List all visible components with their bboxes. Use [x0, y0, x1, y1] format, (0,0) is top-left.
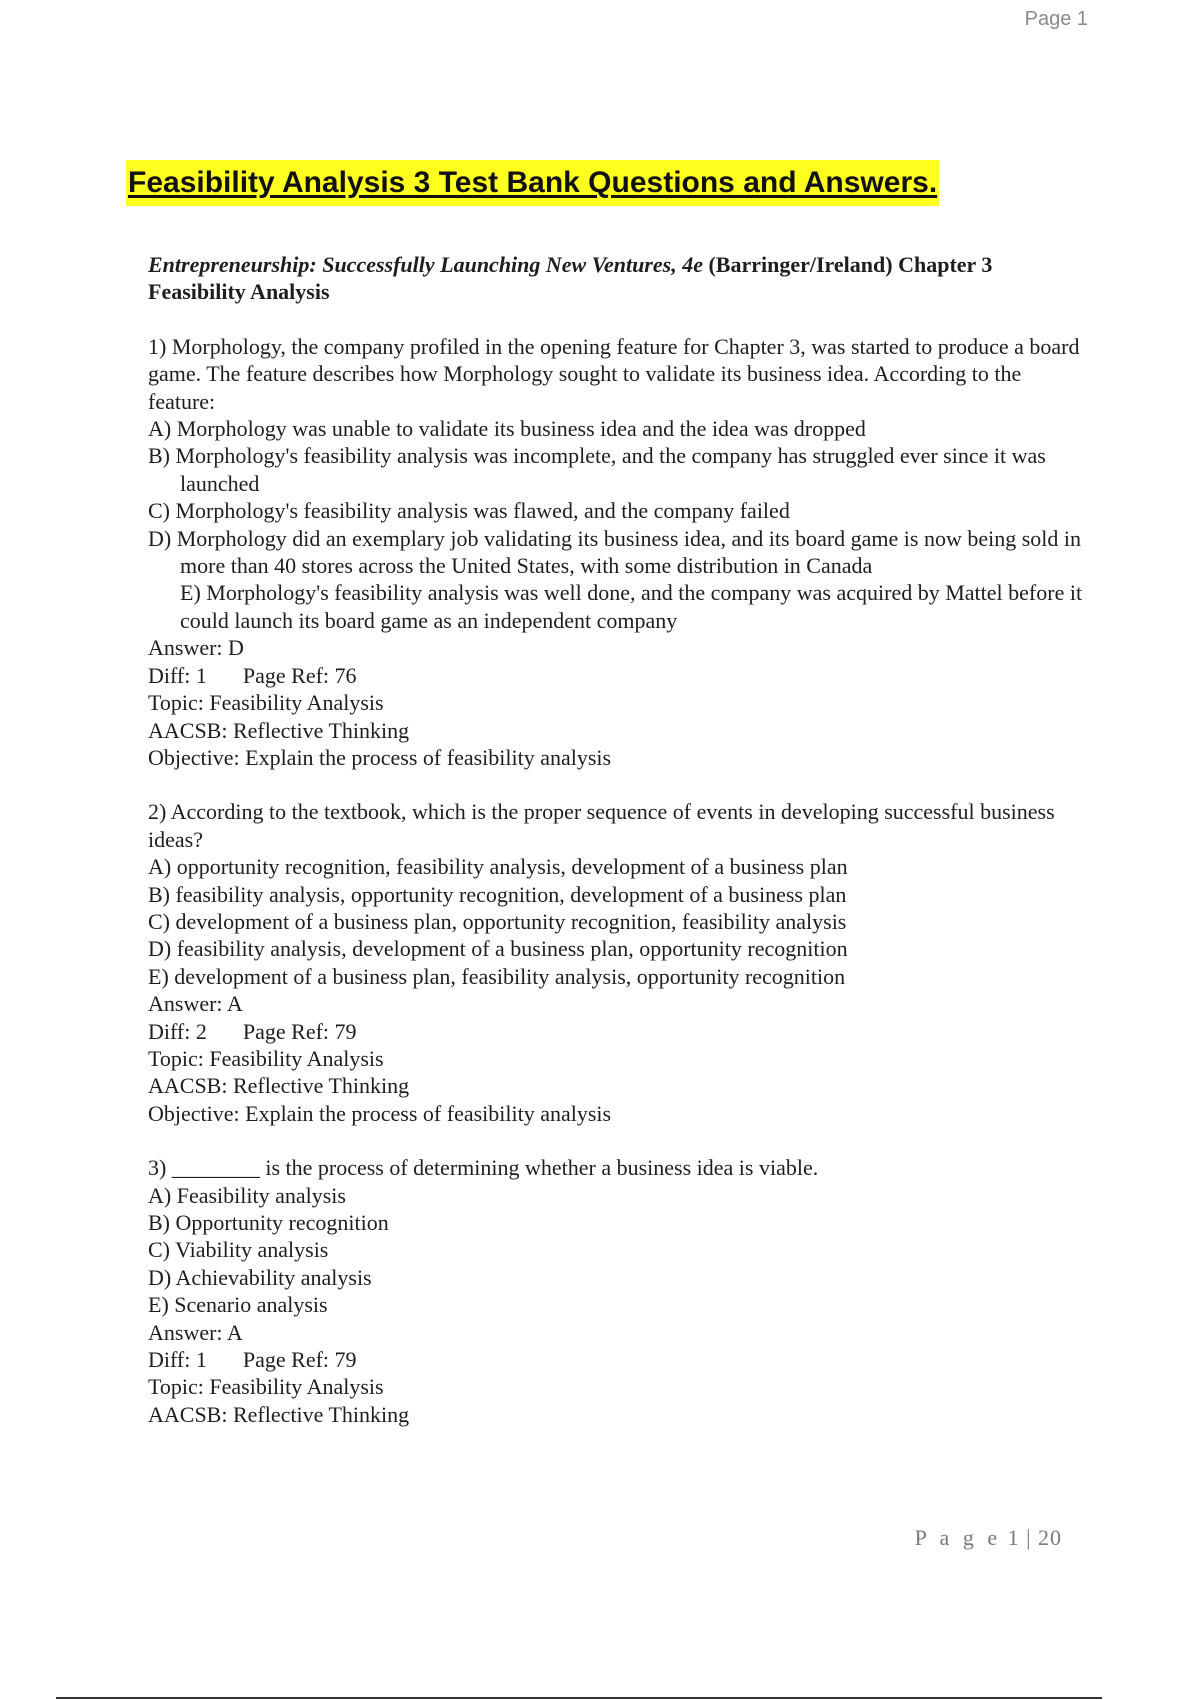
- aacsb-line: AACSB: Reflective Thinking: [148, 1401, 410, 1427]
- option-a: A) opportunity recognition, feasibility analysis, development of a business plan: [148, 854, 848, 880]
- topic-line: Topic: Feasibility Analysis: [148, 1374, 384, 1400]
- option-e: E) Scenario analysis: [148, 1292, 328, 1318]
- option-e: E) development of a business plan, feasibility analysis, opportunity recognition: [148, 963, 846, 989]
- option-d: D) Morphology did an exemplary job validating its business idea, and its board game is now being sold in more than 40 stores across the United States, with some distribution in Canada: [148, 525, 1082, 579]
- footer-page-label: P a g e: [914, 1525, 1002, 1550]
- aacsb-line: AACSB: Reflective Thinking: [148, 1073, 410, 1099]
- document-title: Feasibility Analysis 3 Test Bank Questions and Answers.: [126, 160, 939, 206]
- topic-line: Topic: Feasibility Analysis: [148, 690, 384, 716]
- difficulty: Diff: 1: [148, 662, 207, 688]
- bottom-divider: [56, 1697, 1102, 1699]
- option-c: C) development of a business plan, opportunity recognition, feasibility analysis: [148, 908, 847, 934]
- title-container: [126, 160, 939, 206]
- question-stem: 1) Morphology, the company profiled in the opening feature for Chapter 3, was started to produce a board game. The feature describes how Morphology sought to validate its business idea. According to the feature:: [148, 333, 1080, 414]
- option-c: C) Morphology's feasibility analysis was flawed, and the company failed: [148, 498, 790, 524]
- option-b: B) Opportunity recognition: [148, 1210, 389, 1235]
- option-b: B) feasibility analysis, opportunity recognition, development of a business plan: [148, 881, 847, 907]
- topic-line: Topic: Feasibility Analysis: [148, 1045, 384, 1071]
- question-stem: 2) According to the textbook, which is the proper sequence of events in developing successful business ideas?: [148, 799, 1055, 852]
- page-footer: [915, 1525, 1062, 1551]
- question-stem: 3) ________ is the process of determining whether a business idea is viable.: [148, 1155, 819, 1181]
- source-details: (Barringer/Ireland) Chapter 3 Feasibility Analysis: [148, 252, 993, 305]
- answer-line: Answer: D: [148, 635, 244, 661]
- option-b: B) Morphology's feasibility analysis was incomplete, and the company has struggled ever since it was launched: [148, 443, 1046, 496]
- page-header-label: Page 1: [1024, 8, 1088, 30]
- objective-line: Objective: Explain the process of feasibility analysis: [148, 1100, 612, 1126]
- page-ref: Page Ref: 79: [242, 1347, 357, 1373]
- difficulty: Diff: 2: [148, 1018, 207, 1044]
- option-d: D) feasibility analysis, development of a business plan, opportunity recognition: [148, 936, 848, 962]
- diff-line: [148, 1018, 1088, 1045]
- question-2: [148, 798, 1088, 1127]
- difficulty: Diff: 1: [148, 1347, 207, 1373]
- source-book-title: Entrepreneurship: Successfully Launching New Ventures, 4e: [148, 252, 703, 277]
- question-1: [148, 333, 1088, 772]
- footer-page-number: 1 | 20: [1007, 1525, 1062, 1550]
- diff-line: [148, 662, 1088, 689]
- option-a: A) Morphology was unable to validate its business idea and the idea was dropped: [148, 416, 866, 442]
- source-citation: [148, 251, 1088, 306]
- answer-line: Answer: A: [148, 1319, 243, 1345]
- option-d: D) Achievability analysis: [148, 1264, 372, 1290]
- option-c: C) Viability analysis: [148, 1237, 329, 1263]
- aacsb-line: AACSB: Reflective Thinking: [148, 717, 410, 743]
- option-a: A) Feasibility analysis: [148, 1182, 346, 1208]
- option-e: E) Morphology's feasibility analysis was well done, and the company was acquired by Mattel before it could launch its board game as an independent company: [180, 580, 1083, 633]
- document-body: [148, 251, 1088, 1455]
- page-ref: Page Ref: 79: [242, 1018, 357, 1044]
- question-3: [148, 1154, 1088, 1428]
- answer-line: Answer: A: [148, 991, 243, 1017]
- objective-line: Objective: Explain the process of feasibility analysis: [148, 744, 612, 770]
- page-ref: Page Ref: 76: [242, 662, 357, 688]
- diff-line: [148, 1346, 1088, 1373]
